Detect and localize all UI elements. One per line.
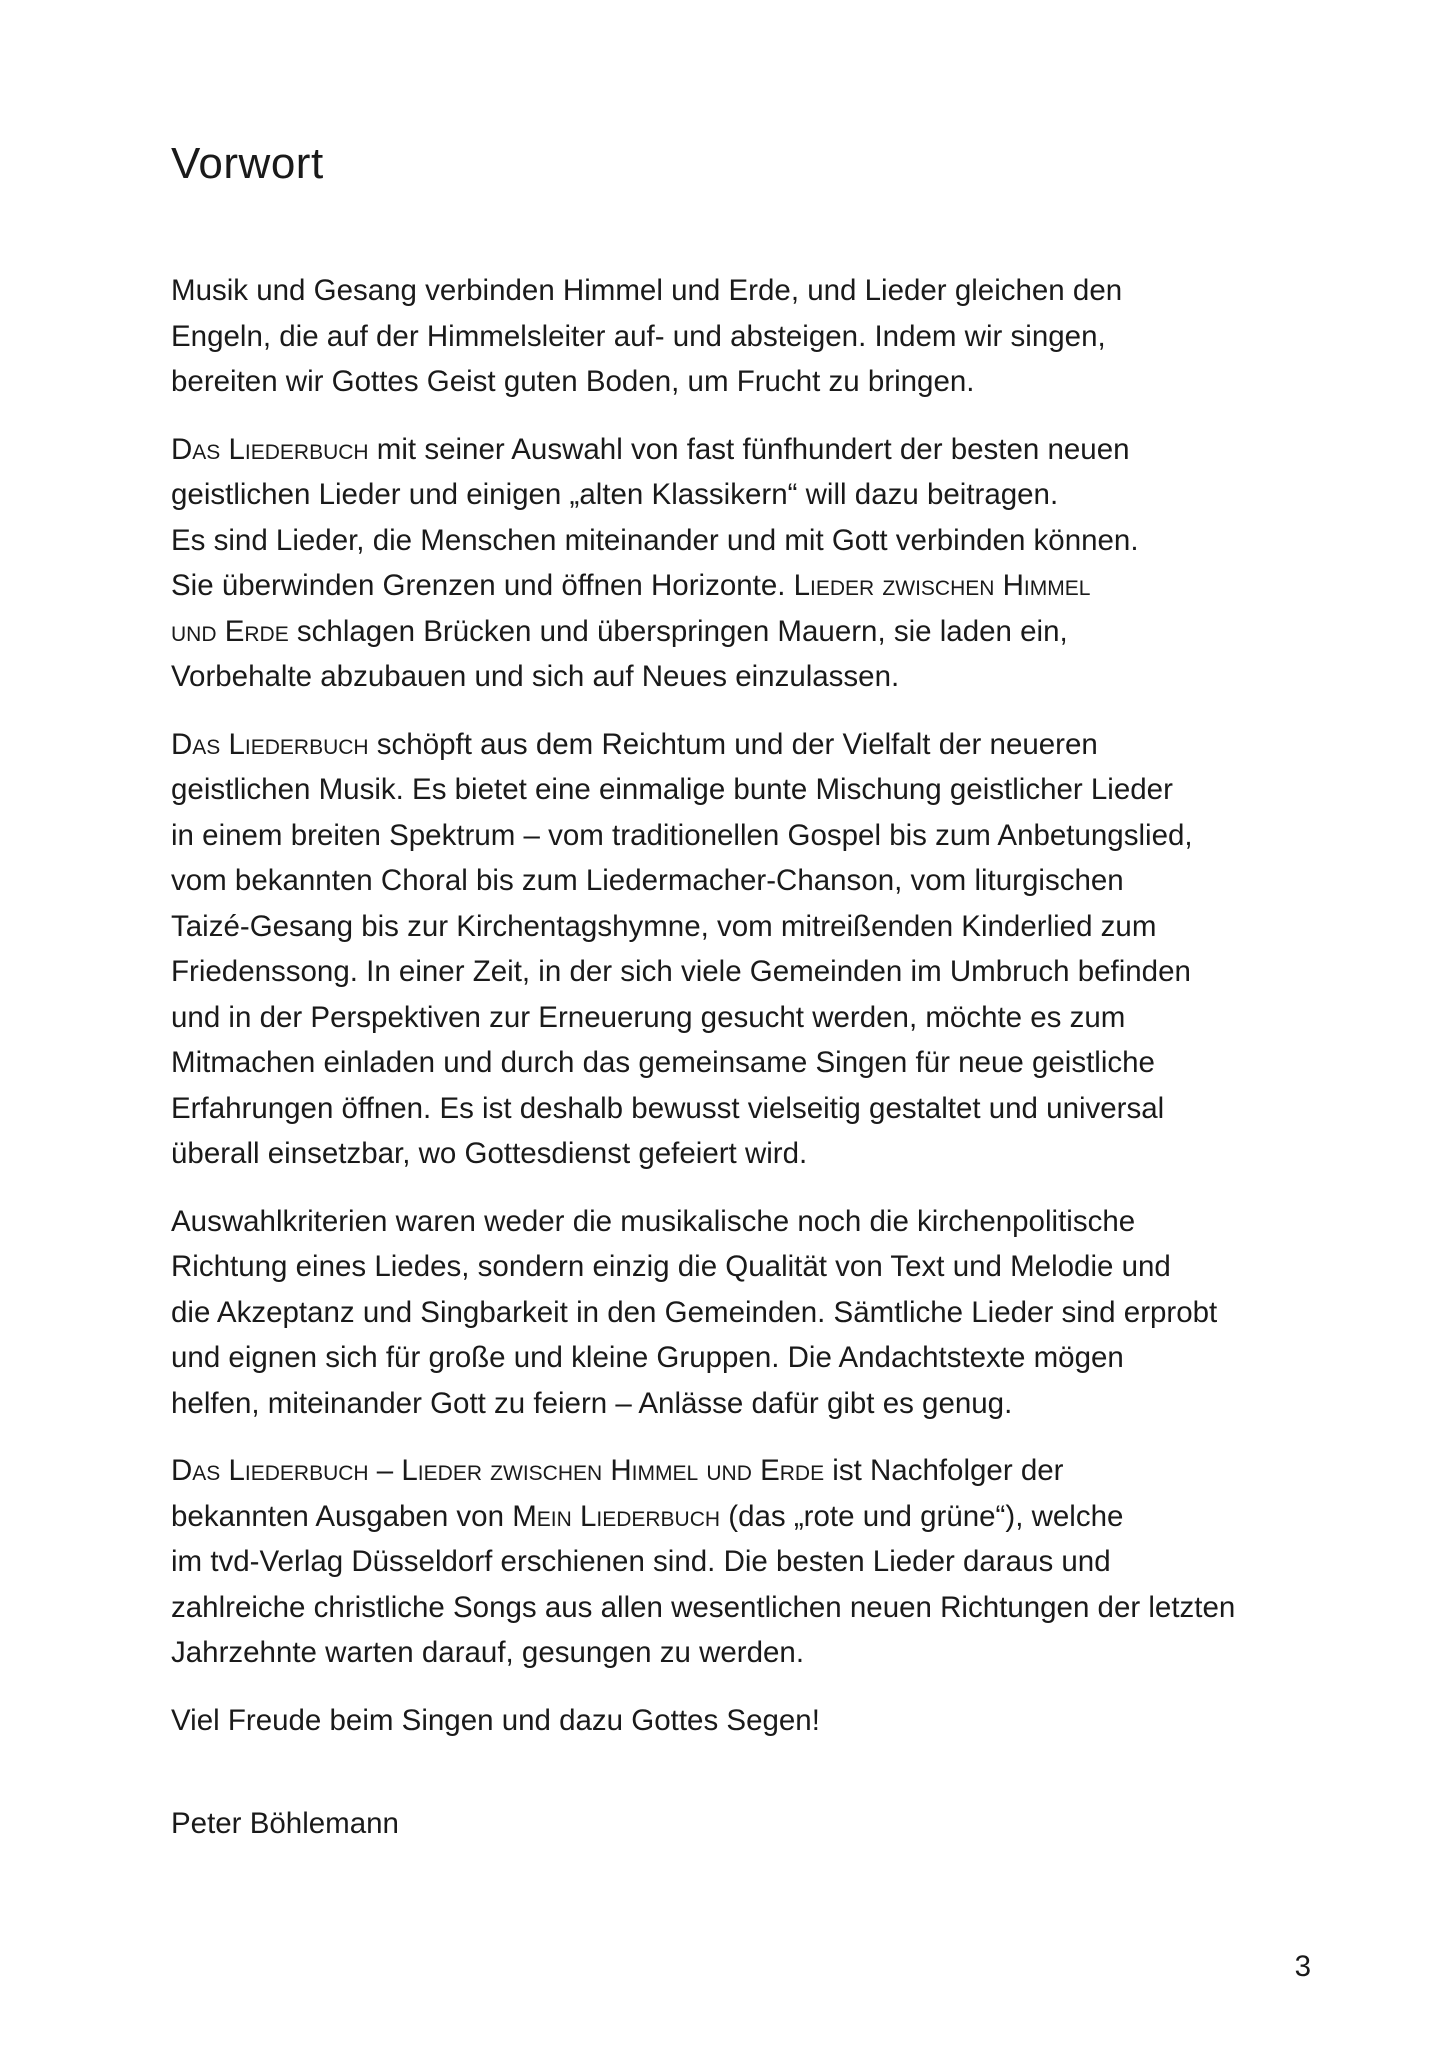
text-line: [171, 904, 1311, 950]
paragraph: [171, 1199, 1311, 1427]
text-segment: Musik und Gesang verbinden Himmel und Erde, und Lieder gleichen den: [171, 274, 1123, 307]
text-segment: (das „rote und grüne“), welche: [720, 1499, 1124, 1533]
text-line: [171, 472, 1311, 518]
text-segment: die Akzeptanz und Singbarkeit in den Gemeinden. Sämtliche Lieder sind erprobt: [171, 1295, 1218, 1329]
text-line: [171, 1040, 1311, 1086]
text-segment: Vorbehalte abzubauen und sich auf Neues einzulassen.: [171, 660, 900, 693]
text-segment: in einem breiten Spektrum – vom traditionellen Gospel bis zum Anbetungslied,: [171, 818, 1193, 852]
text-segment: Mitmachen einladen und durch das gemeinsame Singen für neue geistliche: [171, 1046, 1155, 1079]
text-line: [171, 1539, 1311, 1585]
text-segment: vom bekannten Choral bis zum Liedermacher-Chanson, vom liturgischen: [171, 864, 1124, 897]
small-caps-title: und Erde: [171, 614, 289, 648]
text-segment: Engeln, die auf der Himmelsleiter auf- und absteigen. Indem wir singen,: [171, 319, 1106, 353]
text-line: [171, 609, 1311, 655]
text-segment: Sie überwinden Grenzen und öffnen Horizonte.: [171, 569, 794, 602]
paragraph: [171, 1448, 1311, 1676]
text-segment: geistlichen Lieder und einigen „alten Klassikern“ will dazu beitragen.: [171, 478, 1059, 511]
text-segment: mit seiner Auswahl von fast fünfhundert der besten neuen: [368, 432, 1130, 466]
text-segment: helfen, miteinander Gott zu feiern – Anlässe dafür gibt es genug.: [171, 1386, 1013, 1420]
text-line: [171, 1448, 1311, 1494]
text-segment: Jahrzehnte warten darauf, gesungen zu werden.: [171, 1636, 805, 1669]
text-segment: bereiten wir Gottes Geist guten Boden, um Frucht zu bringen.: [171, 365, 975, 398]
text-segment: schlagen Brücken und überspringen Mauern, sie laden ein,: [288, 614, 1068, 648]
small-caps-title: Das Liederbuch: [171, 432, 369, 466]
text-line: [171, 1698, 1311, 1744]
text-segment: Es sind Lieder, die Menschen miteinander und mit Gott verbinden können.: [171, 523, 1139, 557]
text-segment: Richtung eines Liedes, sondern einzig die Qualität von Text und Melodie und: [171, 1250, 1171, 1283]
foreword-body: [171, 268, 1311, 1765]
page-title: Vorwort: [171, 139, 324, 188]
text-segment: zahlreiche christliche Songs aus allen wesentlichen neuen Richtungen der letzten: [171, 1590, 1236, 1624]
text-segment: und eignen sich für große und kleine Gruppen. Die Andachtstexte mögen: [171, 1341, 1124, 1374]
text-segment: ist Nachfolger der: [824, 1454, 1064, 1487]
text-line: [171, 1585, 1311, 1631]
text-line: [171, 858, 1311, 904]
text-line: [171, 995, 1311, 1041]
paragraph: [171, 268, 1311, 405]
text-segment: Friedenssong. In einer Zeit, in der sich viele Gemeinden im Umbruch befinden: [171, 955, 1191, 988]
text-line: [171, 654, 1311, 700]
text-line: [171, 1131, 1311, 1177]
text-segment: Taizé-Gesang bis zur Kirchentagshymne, vom mitreißenden Kinderlied zum: [171, 909, 1157, 943]
text-line: [171, 1381, 1311, 1427]
paragraph: [171, 722, 1311, 1177]
text-segment: Erfahrungen öffnen. Es ist deshalb bewusst vielseitig gestaltet und universal: [171, 1091, 1165, 1125]
paragraph: [171, 427, 1311, 700]
author-signature: Peter Böhlemann: [171, 1807, 399, 1840]
text-line: [171, 314, 1311, 360]
text-line: [171, 1199, 1311, 1245]
text-segment: Viel Freude beim Singen und dazu Gottes Segen!: [171, 1703, 820, 1737]
text-line: [171, 427, 1311, 473]
small-caps-title: Lieder zwischen Himmel: [793, 569, 1091, 602]
text-segment: Auswahlkriterien waren weder die musikalische noch die kirchenpolitische: [171, 1204, 1136, 1238]
text-line: [171, 359, 1311, 405]
text-segment: und in der Perspektiven zur Erneuerung gesucht werden, möchte es zum: [171, 1000, 1126, 1034]
page-number: 3: [1294, 1950, 1311, 1983]
small-caps-title: Mein Liederbuch: [512, 1499, 721, 1533]
text-segment: schöpft aus dem Reichtum und der Vielfalt der neueren: [368, 727, 1098, 761]
paragraph: [171, 1698, 1311, 1744]
text-segment: im tvd-Verlag Düsseldorf erschienen sind. Die besten Lieder daraus und: [171, 1545, 1111, 1578]
small-caps-title: Das Liederbuch: [171, 727, 369, 761]
text-line: [171, 813, 1311, 859]
text-line: [171, 1086, 1311, 1132]
text-line: [171, 722, 1311, 768]
text-line: [171, 268, 1311, 314]
text-line: [171, 1630, 1311, 1676]
text-line: [171, 1290, 1311, 1336]
text-segment: geistlichen Musik. Es bietet eine einmalige bunte Mischung geistlicher Lieder: [171, 773, 1173, 806]
text-segment: bekannten Ausgaben von: [171, 1499, 513, 1533]
text-line: [171, 1335, 1311, 1381]
small-caps-title: Das Liederbuch – Lieder zwischen Himmel und Erde: [171, 1454, 825, 1487]
text-line: [171, 949, 1311, 995]
document-page: [171, 0, 1311, 2058]
text-line: [171, 1244, 1311, 1290]
text-segment: überall einsetzbar, wo Gottesdienst gefeiert wird.: [171, 1137, 808, 1170]
text-line: [171, 1494, 1311, 1540]
text-line: [171, 518, 1311, 564]
text-line: [171, 563, 1311, 609]
text-line: [171, 767, 1311, 813]
